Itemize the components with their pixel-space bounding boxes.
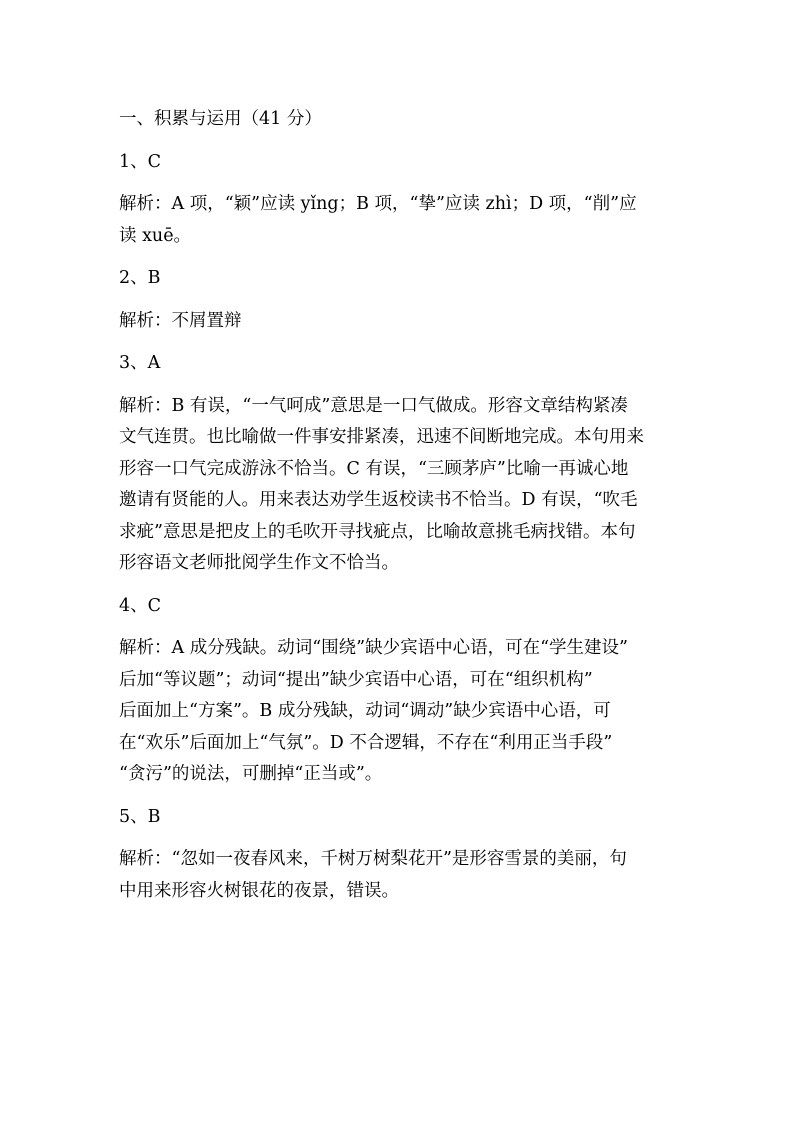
answer-label: 3、A [119, 353, 161, 373]
answer-item-5 [119, 802, 679, 908]
analysis-line: 中用来形容火树银花的夜景，错误。 [119, 880, 399, 901]
analysis-line: 求疵”意思是把皮上的毛吹开寻找疵点，比喻故意挑毛病找错。本句 [119, 521, 636, 542]
section-title: 一、积累与运用（41 分） [119, 109, 322, 129]
analysis-block [119, 844, 679, 907]
analysis-line: 形容一口气完成游泳不恰当。C 有误，“三顾茅庐”比喻一再诚心地 [119, 458, 629, 479]
analysis-line: 解析：A 项，“颖”应读 yǐng；B 项，“挚”应读 zhì；D 项，“削”应 [119, 194, 637, 214]
analysis-line: 形容语文老师批阅学生作文不恰当。 [119, 553, 399, 573]
analysis-line: 解析：B 有误，“一气呵成”意思是一口气做成。形容文章结构紧凑 [119, 395, 628, 416]
answer-label: 2、B [119, 268, 161, 288]
analysis-line: 读 xuē。 [119, 225, 192, 246]
analysis-line: 邀请有贤能的人。用来表达劝学生返校读书不恰当。D 有误，“吹毛 [119, 490, 638, 510]
analysis-line: 解析：“忽如一夜春风来，千树万树梨花开”是形容雪景的美丽，句 [119, 849, 627, 869]
analysis-line: 文气连贯。也比喻做一件事安排紧凑，迅速不间断地完成。本句用来 [119, 427, 644, 447]
answer-label: 1、C [119, 151, 162, 172]
answer-label: 4、C [119, 595, 162, 616]
analysis-line: 在“欢乐”后面加上“气氛”。D 不合逻辑，不存在“利用正当手段” [119, 732, 613, 753]
analysis-line: “贪污”的说法，可删掉“正当或”。 [119, 764, 383, 784]
answer-item-3 [119, 348, 679, 580]
document-content [119, 104, 679, 918]
answer-item-4 [119, 591, 679, 791]
answer-item-1 [119, 147, 679, 253]
analysis-block [119, 391, 679, 580]
analysis-line: 解析：A 成分残缺。动词“围绕”缺少宾语中心语，可在“学生建设” [119, 638, 628, 658]
analysis-block [119, 306, 679, 338]
analysis-line: 解析：不屑置辩 [119, 310, 242, 331]
analysis-line: 后加“等议题”；动词“提出”缺少宾语中心语，可在“组织机构” [119, 669, 593, 690]
answer-item-2 [119, 263, 679, 337]
analysis-block [119, 189, 679, 252]
analysis-line: 后面加上“方案”。B 成分残缺，动词“调动”缺少宾语中心语，可 [119, 701, 611, 721]
analysis-block [119, 633, 679, 791]
answer-label: 5、B [119, 806, 161, 827]
